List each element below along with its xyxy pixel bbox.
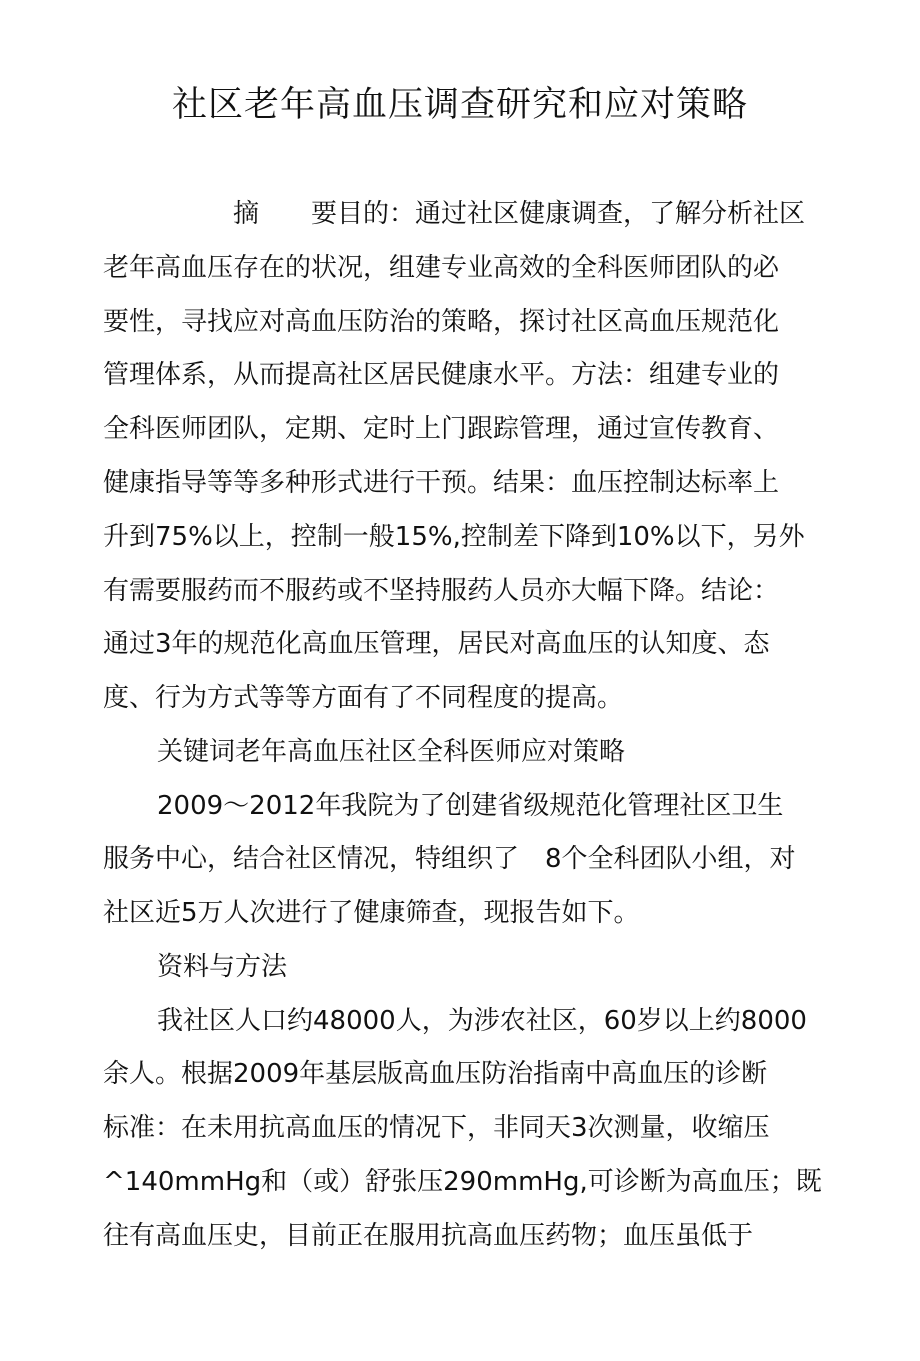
methods-line-4: ^140mmHg和（或）舒张压290mmHg,可诊断为高血压；既 bbox=[103, 1167, 822, 1197]
abstract-line-8: 有需要服药而不服药或不坚持服药人员亦大幅下降。结论： bbox=[103, 576, 780, 606]
abstract-line-5: 全科医师团队，定期、定时上门跟踪管理，通过宣传教育、 bbox=[103, 414, 780, 444]
abstract-line-4: 管理体系，从而提高社区居民健康水平。方法：组建专业的 bbox=[103, 360, 780, 390]
abstract-line-6: 健康指导等等多种形式进行干预。结果：血压控制达标率上 bbox=[103, 468, 780, 498]
methods-line-5: 往有高血压史，目前正在服用抗高血压药物；血压虽低于 bbox=[103, 1221, 754, 1251]
abstract-line-3: 要性，寻找应对高血压防治的策略，探讨社区高血压规范化 bbox=[103, 307, 780, 337]
methods-line-3: 标准：在未用抗高血压的情况下，非同天3次测量，收缩压 bbox=[103, 1113, 770, 1143]
abstract-line-1: 摘 要目的：通过社区健康调查，了解分析社区 bbox=[233, 199, 806, 229]
methods-line-2: 余人。根据2009年基层版高血压防治指南中高血压的诊断 bbox=[103, 1059, 768, 1089]
methods-line-1: 我社区人口约48000人，为涉农社区，60岁以上约8000 bbox=[157, 1006, 807, 1036]
abstract-line-9: 通过3年的规范化高血压管理，居民对高血压的认知度、态 bbox=[103, 629, 770, 659]
keywords-line: 关键词老年高血压社区全科医师应对策略 bbox=[157, 737, 626, 767]
section-heading-materials-methods: 资料与方法 bbox=[157, 952, 288, 982]
intro-line-1: 2009～2012年我院为了创建省级规范化管理社区卫生 bbox=[157, 791, 784, 821]
abstract-line-2: 老年高血压存在的状况，组建专业高效的全科医师团队的必 bbox=[103, 253, 780, 283]
document-title: 社区老年高血压调查研究和应对策略 bbox=[171, 85, 748, 125]
abstract-line-10: 度、行为方式等等方面有了不同程度的提高。 bbox=[103, 683, 624, 713]
intro-line-3: 社区近5万人次进行了健康筛查，现报告如下。 bbox=[103, 898, 640, 928]
intro-line-2: 服务中心，结合社区情况，特组织了 8个全科团队小组，对 bbox=[103, 844, 796, 874]
abstract-line-7: 升到75%以上，控制一般15%,控制差下降到10%以下，另外 bbox=[103, 522, 805, 552]
